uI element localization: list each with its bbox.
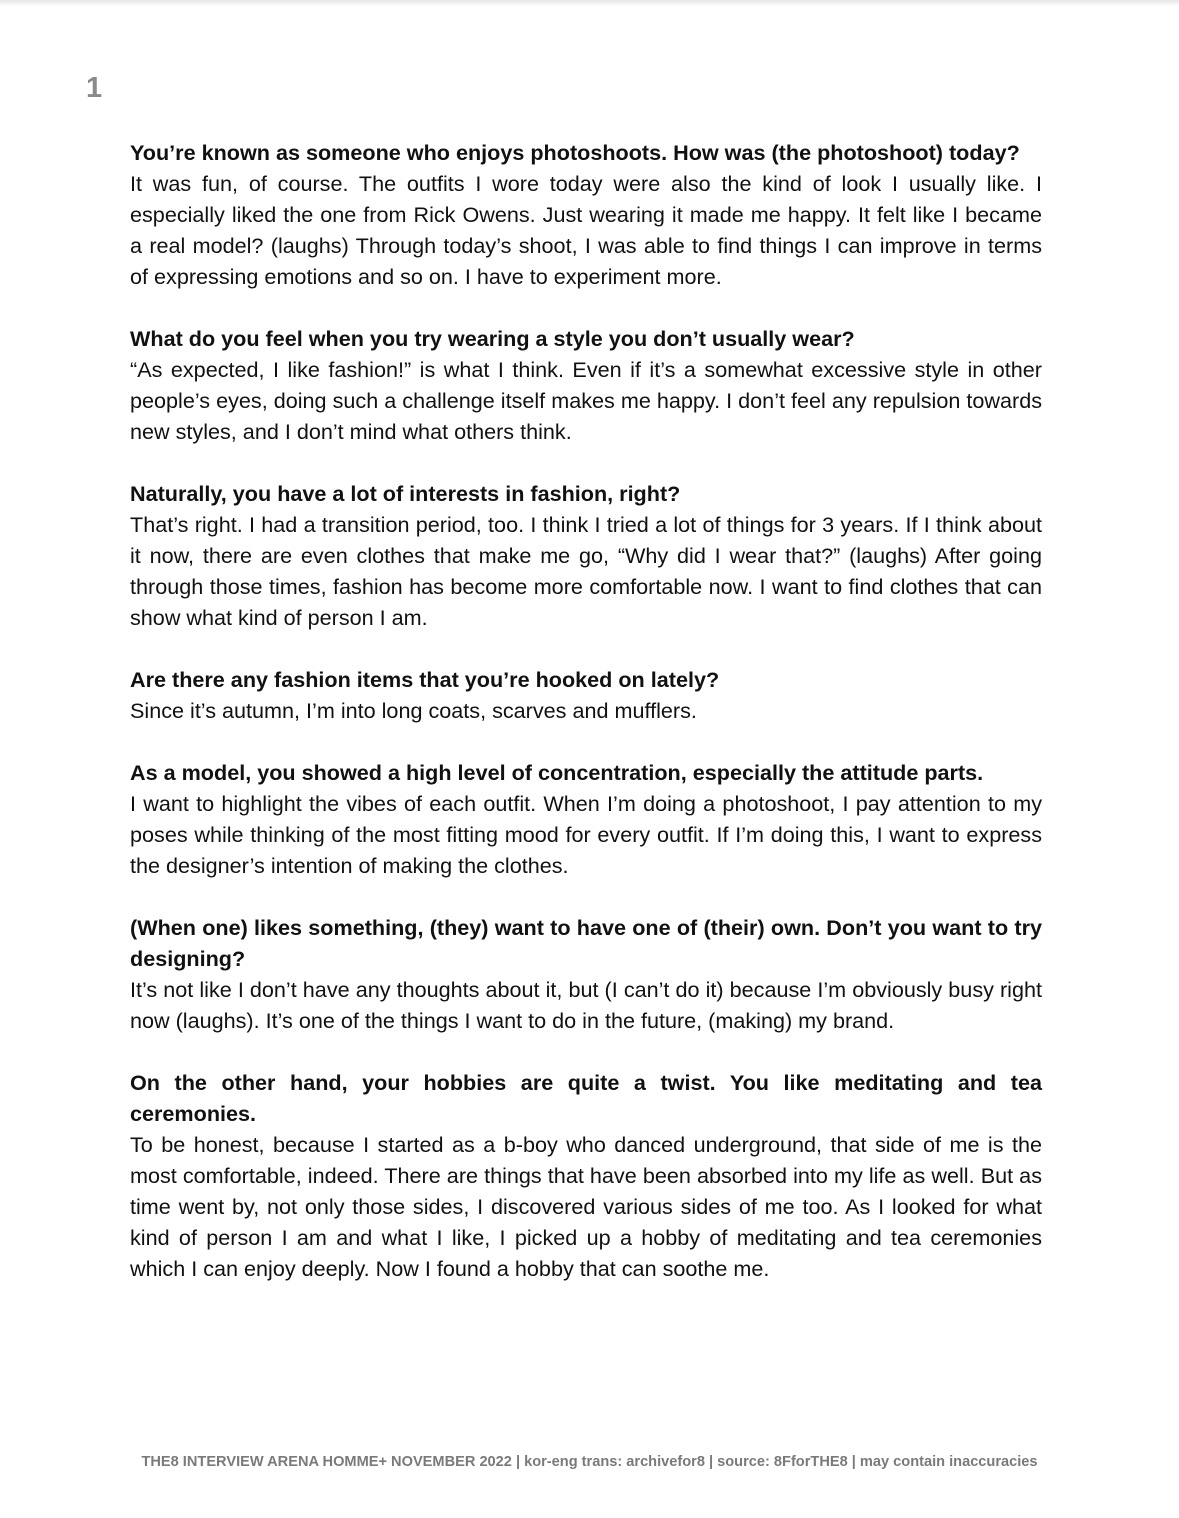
answer: Since it’s autumn, I’m into long coats, scarves and mufflers. — [130, 698, 697, 723]
qa-block — [130, 912, 1042, 1036]
question: Are there any fashion items that you’re hooked on lately? — [130, 667, 720, 692]
page-footer: THE8 INTERVIEW ARENA HOMME+ NOVEMBER 2022 | kor-eng trans: archivefor8 | source: 8FforTHE8 | may contain inaccuracies — [141, 1454, 1038, 1470]
question: As a model, you showed a high level of concentration, especially the attitude parts. — [130, 760, 984, 785]
question: On the other hand, your hobbies are quite a twist. You like meditating and tea ceremonies. — [130, 1070, 1042, 1126]
answer: That’s right. I had a transition period, too. I think I tried a lot of things for 3 years. If I think about it now, there are even clothes that make me go, “Why did I wear that?” (laughs) After going through those times, fashion has become more comfortable now. I want to find clothes that can show what kind of person I am. — [130, 512, 1042, 630]
answer: “As expected, I like fashion!” is what I think. Even if it’s a somewhat excessive style in other people’s eyes, doing such a challenge itself makes me happy. I don’t feel any repulsion towards new styles, and I don’t mind what others think. — [130, 357, 1042, 444]
qa-block — [130, 137, 1042, 292]
question: What do you feel when you try wearing a style you don’t usually wear? — [130, 326, 855, 351]
answer: It’s not like I don’t have any thoughts about it, but (I can’t do it) because I’m obviously busy right now (laughs). It’s one of the things I want to do in the future, (making) my brand. — [130, 977, 1042, 1033]
interview-body — [130, 137, 1042, 1315]
question: Naturally, you have a lot of interests in fashion, right? — [130, 481, 681, 506]
qa-block — [130, 664, 1042, 726]
page-top-edge — [0, 0, 1179, 6]
page-number: 1 — [86, 72, 103, 104]
answer: I want to highlight the vibes of each outfit. When I’m doing a photoshoot, I pay attention to my poses while thinking of the most fitting mood for every outfit. If I’m doing this, I want to express the designer’s intention of making the clothes. — [130, 791, 1042, 878]
qa-block — [130, 757, 1042, 881]
question: You’re known as someone who enjoys photoshoots. How was (the photoshoot) today? — [130, 140, 1020, 165]
answer: It was fun, of course. The outfits I wore today were also the kind of look I usually like. I especially liked the one from Rick Owens. Just wearing it made me happy. It felt like I became a real model? (laughs) Through today’s shoot, I was able to find things I can improve in terms of expressing emotions and so on. I have to experiment more. — [130, 171, 1042, 289]
answer: To be honest, because I started as a b-boy who danced underground, that side of me is the most comfortable, indeed. There are things that have been absorbed into my life as well. But as time went by, not only those sides, I discovered various sides of me too. As I looked for what kind of person I am and what I like, I picked up a hobby of meditating and tea ceremonies which I can enjoy deeply. Now I found a hobby that can soothe me. — [130, 1132, 1042, 1281]
qa-block — [130, 1067, 1042, 1284]
qa-block — [130, 323, 1042, 447]
question: (When one) likes something, (they) want to have one of (their) own. Don’t you want to try designing? — [130, 915, 1042, 971]
qa-block — [130, 478, 1042, 633]
